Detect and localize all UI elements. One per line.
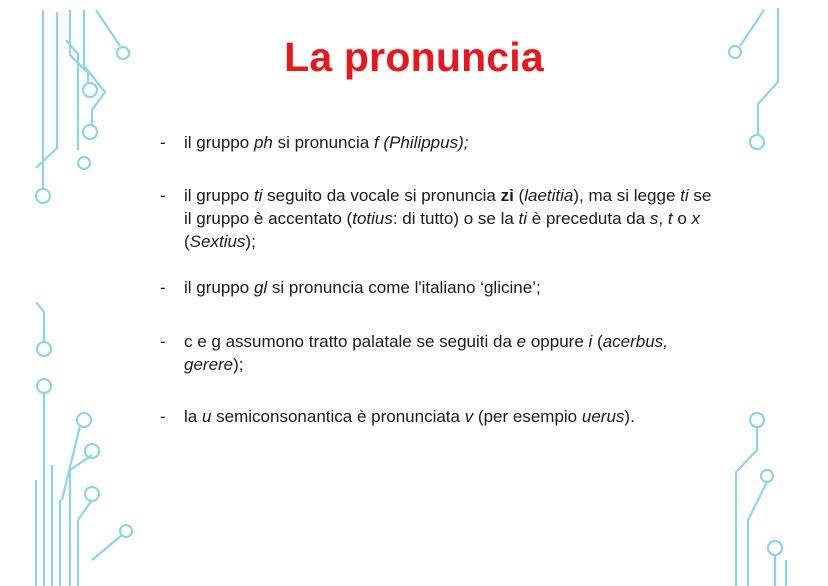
text-run: t [667,209,673,228]
text-run: seguito da vocale si pronuncia [262,186,501,205]
text-run: se il gruppo è accentato ( [184,186,712,228]
text-run: ti [680,186,689,205]
bullet-item-c-e-g [160,330,720,376]
text-run: f (Philippus); [373,133,469,152]
bullet-dash: - [160,278,166,297]
text-run: (per esempio [473,407,582,426]
text-run: ( [184,232,190,251]
page-title: La pronuncia [284,34,544,80]
text-run: : di tutto) o se la [392,209,519,228]
text-run: i [588,332,593,351]
text-run: si pronuncia come l'italiano ‘glicine’; [267,278,541,297]
text-run: ti [518,209,528,228]
text-run: gl [253,278,268,297]
text-run: totius [352,209,393,228]
text-run: ( [513,186,525,205]
text-run: acerbus, gerere [184,332,668,374]
text-run: ph [253,133,273,152]
text-run: ). [624,407,635,426]
bullet-dash: - [160,133,166,152]
text-run: o [672,209,692,228]
text-run: ); [245,232,256,251]
text-run: è preceduta da [527,209,650,228]
text-run: uerus [581,407,625,426]
text-run: v [464,407,474,426]
text-run: ); [233,355,244,374]
text-run: , [658,209,668,228]
text-run: il gruppo [184,186,254,205]
text-run: Sextius [189,232,246,251]
text-run: si pronuncia [272,133,374,152]
bullet-text [184,405,720,428]
bullet-text [184,276,720,299]
text-run: il gruppo [184,133,254,152]
bullet-text [184,184,720,253]
text-run: e [516,332,527,351]
text-run: zi [500,186,514,205]
bullet-text [184,131,720,154]
bullet-item-u [160,405,720,428]
bullet-text [184,330,720,376]
bullet-dash: - [160,186,166,205]
bullet-dash: - [160,332,166,351]
text-run: il gruppo [184,278,254,297]
text-run: laetitia [524,186,574,205]
bullet-item-gl [160,276,720,299]
bullet-item-ph [160,131,720,154]
text-run: ti [253,186,263,205]
text-run: la [184,407,202,426]
text-run: ( [592,332,603,351]
text-run: ), ma si legge [573,186,681,205]
bullet-dash: - [160,407,166,426]
bullet-item-ti [160,184,720,253]
text-run: u [201,407,212,426]
text-run: c e g assumono tratto palatale se seguiti da [184,332,517,351]
text-run: s [649,209,659,228]
text-run: semiconsonantica è pronunciata [211,407,465,426]
text-run: oppure [526,332,589,351]
text-run: x [691,209,701,228]
